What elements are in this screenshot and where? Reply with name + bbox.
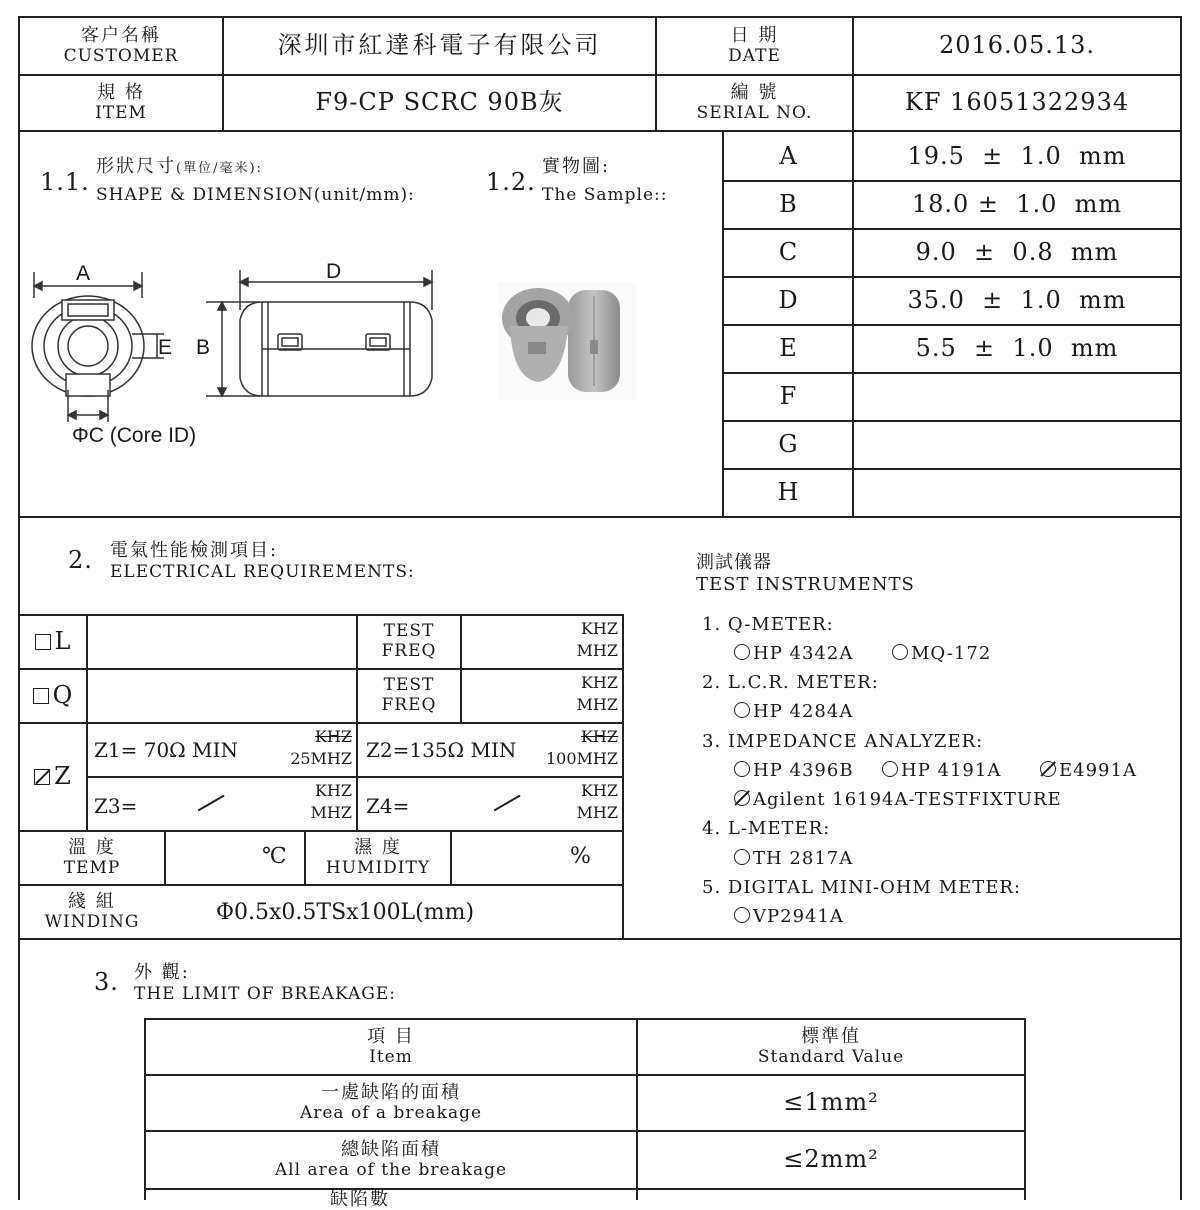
dim-row-value: 35.0 ± 1.0 mm — [907, 286, 1127, 314]
dim-row-value — [854, 420, 1180, 468]
ohm-meter-heading: 5. DIGITAL MINI-OHM METER: — [702, 877, 1022, 898]
serial-value: KF 16051322934 — [904, 88, 1130, 117]
dim-row-label: G — [724, 420, 854, 468]
breakage-row-1-item — [146, 1076, 636, 1130]
z2-units — [530, 726, 618, 769]
humidity-label — [306, 832, 450, 884]
humidity-label-zh: 濕 度 — [354, 836, 402, 858]
checkbox-icon — [35, 634, 51, 650]
z2-value: Z2=135Ω MIN — [366, 738, 517, 762]
mhz-label: MHZ — [576, 640, 618, 660]
ohm-meter-option-1[interactable] — [734, 906, 844, 927]
z4-units — [530, 780, 618, 823]
serial-label-zh: 編 號 — [730, 81, 779, 103]
item-header-en: Item — [369, 1046, 413, 1067]
dim-row-value: 5.5 ± 1.0 mm — [915, 334, 1119, 362]
radio-icon — [734, 907, 750, 923]
option-label: HP 4342A — [753, 643, 854, 664]
l-meter-heading: 4. L-METER: — [702, 818, 831, 839]
dim-row-a — [724, 132, 1180, 182]
q-meter-option-2[interactable] — [892, 643, 991, 664]
checked-radio-icon — [734, 790, 750, 806]
z2-freq: 100MHZ — [546, 748, 618, 768]
radio-icon — [734, 644, 750, 660]
dim-row-label: B — [724, 180, 854, 228]
section-1-2-title-zh: 實物圖: — [542, 156, 611, 177]
q-test-freq — [358, 670, 460, 722]
impedance-option-4[interactable] — [734, 789, 1062, 810]
z4-blank-slash — [494, 795, 521, 811]
row-item-zh: 總缺陷面積 — [341, 1138, 441, 1160]
dim-row-label: C — [724, 228, 854, 276]
q-units — [530, 672, 618, 715]
dim-row-label: F — [724, 372, 854, 420]
section-1-1-number: 1.1. — [40, 168, 90, 196]
temp-label-zh: 溫 度 — [68, 836, 116, 858]
winding-label-en: WINDING — [44, 911, 140, 932]
dim-row-g — [724, 420, 1180, 470]
humidity-unit: % — [570, 844, 591, 869]
date-label-en: DATE — [728, 45, 781, 66]
serial-label — [657, 76, 852, 130]
radio-icon — [734, 849, 750, 865]
option-label: HP 4284A — [753, 701, 854, 722]
serial-label-en: SERIAL NO. — [696, 102, 813, 123]
z3-value: Z3= — [94, 794, 138, 818]
z1-units — [268, 726, 352, 769]
radio-icon — [882, 761, 898, 777]
dim-row-c — [724, 228, 1180, 278]
temp-label-en: TEMP — [63, 857, 121, 878]
dim-row-value: 18.0 ± 1.0 mm — [911, 190, 1123, 218]
customer-label — [20, 18, 222, 74]
standard-header-en: Standard Value — [757, 1046, 905, 1067]
mhz-label: MHZ — [576, 802, 618, 822]
winding-value: Φ0.5x0.5TSx100L(mm) — [216, 900, 475, 925]
dim-label-a: A — [76, 262, 91, 285]
option-label: MQ-172 — [911, 643, 992, 664]
dim-label-d: D — [326, 260, 342, 283]
impedance-analyzer-heading: 3. IMPEDANCE ANALYZER: — [702, 731, 984, 752]
khz-struck-label: KHZ — [580, 727, 618, 746]
l-label: L — [54, 627, 72, 656]
radio-icon — [892, 644, 908, 660]
dim-row-e — [724, 324, 1180, 374]
dim-label-b: B — [196, 336, 211, 359]
test-label: TEST — [383, 675, 435, 696]
item-label-en: ITEM — [95, 102, 147, 123]
temp-label — [20, 832, 164, 884]
khz-label: KHZ — [314, 781, 352, 800]
dim-row-f — [724, 372, 1180, 422]
winding-label-zh: 綫 組 — [68, 890, 116, 912]
item-label — [20, 76, 222, 130]
date-label-zh: 日 期 — [730, 24, 779, 46]
q-checkbox[interactable] — [20, 670, 86, 722]
instruments-title-zh: 測試儀器 — [696, 552, 772, 573]
dim-row-label: E — [724, 324, 854, 372]
dim-row-value — [854, 468, 1180, 516]
z4-value: Z4= — [366, 794, 410, 818]
sample-photo — [498, 282, 636, 400]
dim-label-core: ΦC (Core ID) — [72, 424, 197, 447]
impedance-option-3[interactable] — [1040, 760, 1137, 781]
dim-row-value — [854, 372, 1180, 420]
dim-row-label: H — [724, 468, 854, 516]
khz-label: KHZ — [580, 673, 618, 692]
lcr-meter-heading: 2. L.C.R. METER: — [702, 672, 879, 693]
breakage-header-item — [146, 1020, 636, 1074]
section-2-title-zh: 電氣性能檢測項目: — [110, 540, 279, 561]
section-2-title-en: ELECTRICAL REQUIREMENTS: — [110, 562, 415, 582]
test-label: TEST — [383, 621, 435, 642]
instruments-title-en: TEST INSTRUMENTS — [696, 574, 915, 595]
section-3-number: 3. — [94, 968, 119, 996]
l-checkbox[interactable] — [20, 616, 86, 668]
row-item-zh: 一處缺陷的面積 — [321, 1081, 461, 1103]
khz-struck-label: KHZ — [314, 727, 352, 746]
khz-label: KHZ — [580, 781, 618, 800]
l-meter-option-1[interactable] — [734, 848, 853, 869]
mhz-label: MHZ — [310, 802, 352, 822]
breakage-row-2-item — [146, 1132, 636, 1188]
q-meter-heading: 1. Q-METER: — [702, 614, 834, 635]
z-checkbox[interactable] — [20, 724, 86, 830]
customer-label-zh: 客户名稱 — [81, 24, 161, 46]
section-1-2-title-en: The Sample:: — [542, 185, 668, 205]
z3-units — [268, 780, 352, 823]
dim-row-h — [724, 468, 1180, 516]
option-label: HP 4396B — [753, 760, 854, 781]
lcr-option-1[interactable] — [734, 701, 853, 722]
z-label: Z — [54, 762, 72, 791]
breakage-row-1-value: ≤1mm² — [783, 1088, 879, 1117]
section-3-title-en: THE LIMIT OF BREAKAGE: — [134, 984, 396, 1004]
l-test-freq — [358, 616, 460, 668]
impedance-option-1[interactable] — [734, 760, 854, 781]
breakage-header-standard — [638, 1020, 1024, 1074]
z1-value: Z1= 70Ω MIN — [94, 738, 239, 762]
date-label — [657, 18, 852, 74]
checked-checkbox-icon — [34, 769, 50, 785]
dim-row-label: A — [724, 132, 854, 180]
dim-row-b — [724, 180, 1180, 230]
q-label: Q — [52, 681, 74, 710]
checkbox-icon — [33, 688, 49, 704]
option-label: E4991A — [1059, 760, 1137, 781]
z1-freq: 25MHZ — [290, 748, 352, 768]
customer-label-en: CUSTOMER — [63, 45, 179, 66]
breakage-row-3-partial: 缺陷數 — [330, 1189, 390, 1210]
section-1-2-number: 1.2. — [486, 168, 536, 196]
item-header-zh: 項 目 — [367, 1025, 415, 1047]
z3-blank-slash — [198, 795, 225, 811]
option-label: HP 4191A — [901, 760, 1002, 781]
date-value: 2016.05.13. — [938, 31, 1096, 60]
dim-row-value: 19.5 ± 1.0 mm — [907, 142, 1127, 170]
dim-label-e: E — [158, 336, 173, 359]
item-label-zh: 規 格 — [97, 81, 145, 103]
dim-row-label: D — [724, 276, 854, 324]
winding-label — [20, 886, 164, 938]
freq-label: FREQ — [381, 641, 437, 661]
shape-unit-zh: (單位/毫米): — [176, 161, 263, 176]
dim-row-value: 9.0 ± 0.8 mm — [915, 238, 1119, 266]
option-label: TH 2817A — [753, 848, 854, 869]
radio-icon — [734, 761, 750, 777]
temp-unit: ℃ — [262, 844, 287, 869]
khz-label: KHZ — [580, 619, 618, 638]
customer-value: 深圳市紅達科電子有限公司 — [277, 31, 602, 60]
option-label: VP2941A — [753, 906, 844, 927]
section-1-1-title-en: SHAPE & DIMENSION(unit/mm): — [96, 185, 415, 205]
freq-label: FREQ — [381, 695, 437, 715]
shape-title-zh: 形狀尺寸 — [96, 156, 176, 177]
mhz-label: MHZ — [576, 694, 618, 714]
humidity-label-en: HUMIDITY — [325, 857, 431, 878]
standard-header-zh: 標準值 — [801, 1025, 861, 1047]
dim-row-d — [724, 276, 1180, 326]
breakage-row-2-value: ≤2mm² — [783, 1145, 879, 1174]
impedance-option-2[interactable] — [882, 760, 1001, 781]
section-1-1-title-zh — [96, 152, 263, 178]
q-meter-option-1[interactable] — [734, 643, 853, 664]
row-item-en: Area of a breakage — [299, 1102, 483, 1123]
section-2-number: 2. — [68, 546, 93, 574]
row-item-en: All area of the breakage — [274, 1159, 508, 1180]
item-value: F9-CP SCRC 90B灰 — [315, 88, 564, 117]
checked-radio-icon — [1040, 761, 1056, 777]
l-units — [530, 618, 618, 661]
option-label: Agilent 16194A-TESTFIXTURE — [753, 789, 1062, 810]
section-3-title-zh: 外 觀: — [134, 962, 190, 983]
radio-icon — [734, 702, 750, 718]
